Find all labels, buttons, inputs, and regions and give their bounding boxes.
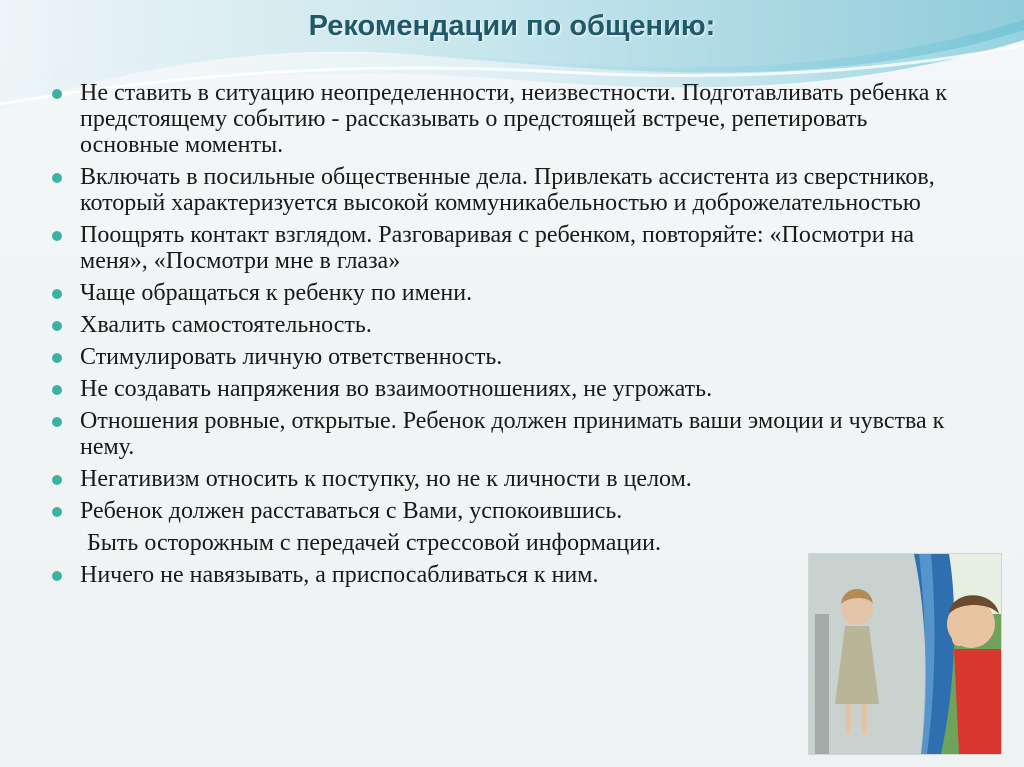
bullet-icon [52, 507, 62, 517]
list-item-text: Отношения ровные, открытые. Ребенок должен принимать ваши эмоции и чувства к нему. [80, 408, 945, 460]
list-item [52, 344, 952, 370]
list-item-text: Хвалить самостоятельность. [80, 312, 372, 338]
recommendations-list [52, 80, 952, 594]
list-item-text: Негативизм относить к поступку, но не к личности в целом. [80, 466, 692, 492]
bullet-icon [52, 231, 62, 241]
list-item-text: Не ставить в ситуацию неопределенности, неизвестности. Подготавливать ребенка к предстоящему событию - рассказывать о предстоящей встрече, репетировать основные моменты. [80, 80, 948, 158]
list-item-text: Стимулировать личную ответственность. [80, 344, 503, 370]
bullet-icon [52, 321, 62, 331]
list-item [52, 312, 952, 338]
bullet-icon [52, 417, 62, 427]
list-item [52, 376, 952, 402]
list-item [52, 466, 952, 492]
bullet-icon [52, 173, 62, 183]
bullet-icon [52, 385, 62, 395]
list-item-text: Чаще обращаться к ребенку по имени. [80, 280, 473, 306]
list-item-text: Ничего не навязывать, а приспосабливаться к ним. [80, 562, 599, 588]
list-item-text: Включать в посильные общественные дела. Привлекать ассистента из сверстников, который характеризуется высокой коммуникабельностью и доброжелательностью [80, 164, 935, 216]
list-item-text: Быть осторожным с передачей стрессовой информации. [87, 530, 661, 556]
list-item-text: Поощрять контакт взглядом. Разговаривая с ребенком, повторяйте: «Посмотри на меня», «Посмотри мне в глаза» [80, 222, 915, 274]
bullet-icon [52, 571, 62, 581]
children-photo-illustration [809, 554, 1001, 754]
bullet-icon [52, 289, 62, 299]
children-photo [808, 553, 1002, 755]
list-item [52, 498, 952, 524]
slide-title: Рекомендации по общению: [308, 10, 716, 42]
list-item [52, 280, 952, 306]
list-item [52, 80, 952, 158]
bullet-icon [52, 475, 62, 485]
list-item [52, 164, 952, 216]
list-item-text: Не создавать напряжения во взаимоотношениях, не угрожать. [80, 376, 713, 402]
bullet-icon [52, 353, 62, 363]
list-item-text: Ребенок должен расставаться с Вами, успокоившись. [80, 498, 623, 524]
bullet-icon [52, 89, 62, 99]
list-item [52, 408, 952, 460]
list-item [52, 222, 952, 274]
